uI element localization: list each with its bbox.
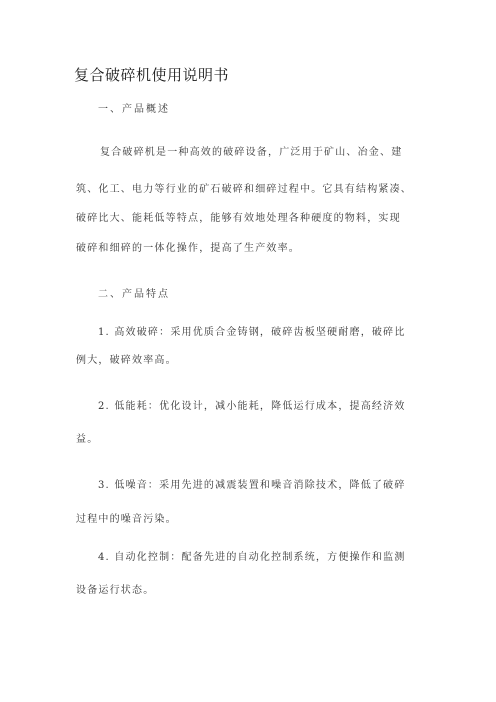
feature-item-line: 2. 低能耗：优化设计，减小能耗，降低运行成本，提高经济效 <box>98 401 406 412</box>
feature-item-line: 益。 <box>76 434 99 445</box>
overview-paragraph-line: 破碎比大、能耗低等特点，能够有效地处理各种硬度的物料，实现 <box>76 213 401 224</box>
overview-paragraph-line: 复合破碎机是一种高效的破碎设备，广泛用于矿山、冶金、建 <box>100 147 403 158</box>
feature-item-line: 过程中的噪音污染。 <box>76 514 177 525</box>
feature-item-line: 3. 低噪音：采用先进的减震装置和噪音消除技术，降低了破碎 <box>98 480 406 491</box>
overview-paragraph-line: 筑、化工、电力等行业的矿石破碎和细碎过程中。它具有结构紧凑、 <box>76 184 412 195</box>
section-heading-features: 二、产品特点 <box>98 289 170 300</box>
feature-item-line: 设备运行状态。 <box>76 585 155 596</box>
feature-item-line: 1. 高效破碎：采用优质合金铸钢，破碎齿板坚硬耐磨，破碎比 <box>98 327 406 338</box>
feature-item-line: 4. 自动化控制：配备先进的自动化控制系统，方便操作和监测 <box>98 552 406 563</box>
feature-item-line: 例大，破碎效率高。 <box>76 355 177 366</box>
document-title: 复合破碎机使用说明书 <box>74 66 230 84</box>
section-heading-overview: 一、产品概述 <box>98 104 170 115</box>
overview-paragraph-line: 破碎和细碎的一体化操作，提高了生产效率。 <box>76 243 300 254</box>
